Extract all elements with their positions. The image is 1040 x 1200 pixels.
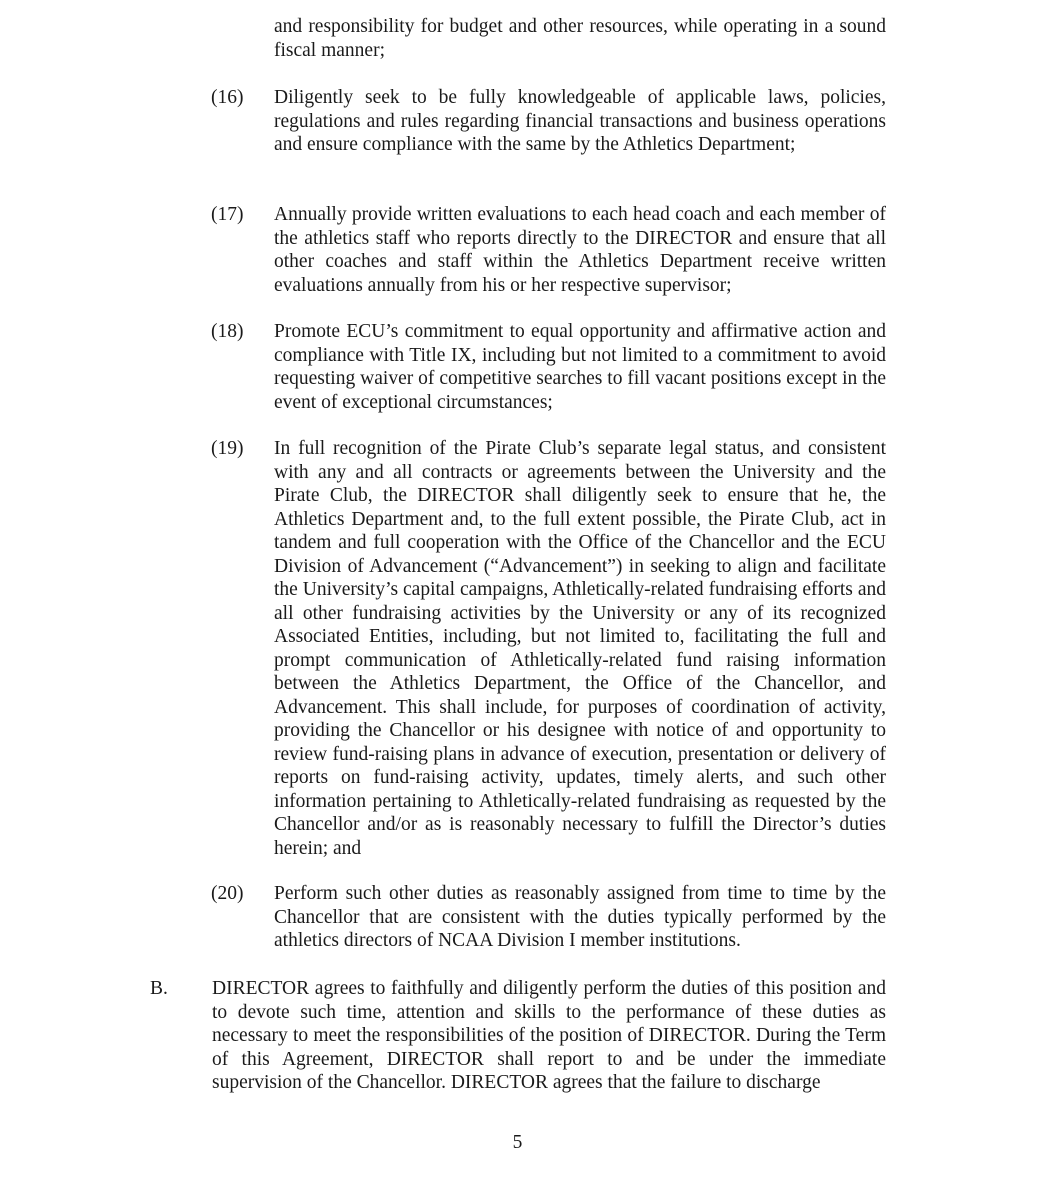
item-number-20: (20)	[211, 883, 244, 904]
page-number: 5	[512, 1132, 523, 1153]
item-text-16: Diligently seek to be fully knowledgeable of applicable laws, policies, regulations and rules regarding financial transactions and business operations and ensure compliance with the same by the Athletics Department;	[274, 87, 886, 155]
item-text-20: Perform such other duties as reasonably assigned from time to time by the Chancellor that are consistent with the duties typically performed by the athletics directors of NCAA Division I member institutions.	[274, 883, 886, 951]
section-b-text: DIRECTOR agrees to faithfully and diligently perform the duties of this position and to devote such time, attention and skills to the performance of these duties as necessary to meet the responsibilities of the position of DIRECTOR. During the Term of this Agreement, DIRECTOR shall report to and be under the immediate supervision of the Chancellor. DIRECTOR agrees that the failure to discharge	[212, 978, 886, 1093]
item-number-19: (19)	[211, 438, 244, 459]
section-b-letter: B.	[150, 978, 168, 999]
item-number-17: (17)	[211, 204, 244, 225]
item-text-17: Annually provide written evaluations to each head coach and each member of the athletics staff who reports directly to the DIRECTOR and ensure that all other coaches and staff within the Athletics Department receive written evaluations annually from his or her respective supervisor;	[274, 204, 886, 296]
item-number-16: (16)	[211, 87, 244, 108]
item-text-19: In full recognition of the Pirate Club’s separate legal status, and consistent with any and all contracts or agreements between the University and the Pirate Club, the DIRECTOR shall diligently seek to ensure that he, the Athletics Department and, to the full extent possible, the Pirate Club, act in tandem and full cooperation with the Office of the Chancellor and the ECU Division of Advancement (“Advancement”) in seeking to align and facilitate the University’s capital campaigns, Athletically-related fundraising efforts and all other fundraising activities by the University or any of its recognized Associated Entities, including, but not limited to, facilitating the full and prompt communication of Athletically-related fund raising information between the Athletics Department, the Office of the Chancellor, and Advancement. This shall include, for purposes of coordination of activity, providing the Chancellor or his designee with notice of and opportunity to review fund-raising plans in advance of execution, presentation or delivery of reports on fund-raising activity, updates, timely alerts, and such other information pertaining to Athletically-related fundraising as requested by the Chancellor and/or as is reasonably necessary to fulfill the Director’s duties herein; and	[274, 438, 886, 859]
continuation-paragraph: and responsibility for budget and other resources, while operating in a sound fiscal manner;	[274, 16, 886, 61]
item-number-18: (18)	[211, 321, 244, 342]
item-text-18: Promote ECU’s commitment to equal opportunity and affirmative action and compliance with Title IX, including but not limited to a commitment to avoid requesting waiver of competitive searches to fill vacant positions except in the event of exceptional circumstances;	[274, 321, 886, 413]
